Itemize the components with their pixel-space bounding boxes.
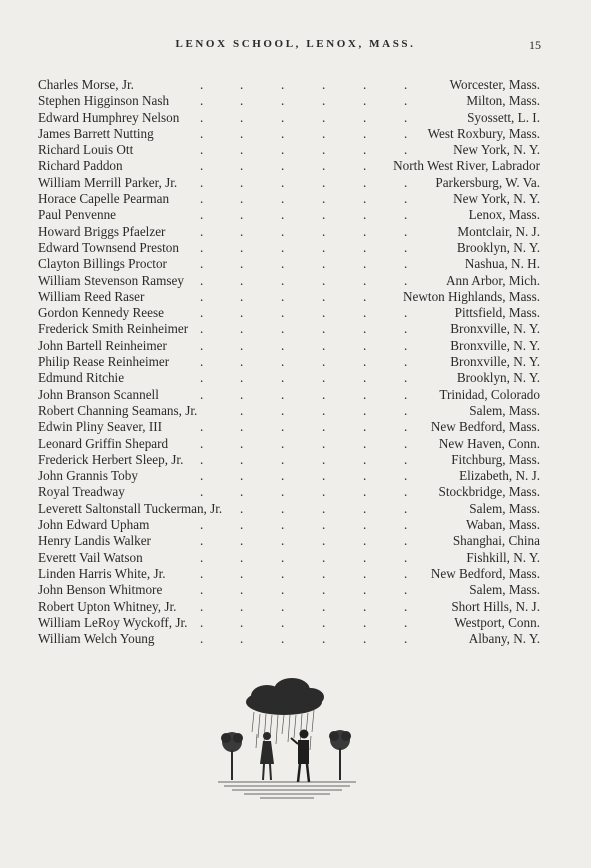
student-hometown: Fitchburg, Mass. (448, 452, 540, 468)
roster-row: . . . . . . Stephen Higginson Nash Milton, Mass. (38, 93, 540, 109)
roster-row: . . . . . . William LeRoy Wyckoff, Jr. Westport, Conn. (38, 614, 540, 630)
student-hometown: New Bedford, Mass. (428, 566, 540, 582)
student-name: Clayton Billings Proctor (38, 256, 167, 272)
roster-row: . . . . . . John Benson Whitmore Salem, Mass. (38, 582, 540, 598)
student-name: John Bartell Reinheimer (38, 337, 167, 353)
student-hometown: Albany, N. Y. (466, 631, 540, 647)
page-number: 15 (529, 38, 541, 52)
student-hometown: Worcester, Mass. (447, 77, 540, 93)
student-hometown: Salem, Mass. (466, 403, 540, 419)
roster-row: . . . . . . John Bartell Reinheimer Bronxville, N. Y. (38, 337, 540, 353)
student-hometown: Short Hills, N. J. (448, 599, 540, 615)
roster-row: . . . . . . Howard Briggs Pfaelzer Montclair, N. J. (38, 223, 540, 239)
student-hometown: Lenox, Mass. (466, 207, 540, 223)
student-hometown: Stockbridge, Mass. (436, 484, 540, 500)
running-head-title: LENOX SCHOOL, LENOX, MASS. (175, 38, 416, 50)
student-hometown: Waban, Mass. (463, 517, 540, 533)
student-name: William Merrill Parker, Jr. (38, 174, 178, 190)
student-hometown: North West River, Labrador (390, 158, 540, 174)
student-name: John Edward Upham (38, 517, 150, 533)
roster-row: . . . . . . Frederick Herbert Sleep, Jr. Fitchburg, Mass. (38, 451, 540, 467)
student-name: Robert Upton Whitney, Jr. (38, 598, 177, 614)
roster-row: . . . . . . Edmund Ritchie Brooklyn, N. Y. (38, 370, 540, 386)
roster-row: . . . . . . Charles Morse, Jr. Worcester, Mass. (38, 77, 540, 92)
student-name: William Reed Raser (38, 288, 145, 304)
roster-row: . . . . . . Everett Vail Watson Fishkill, N. Y. (38, 549, 540, 565)
student-name: William Stevenson Ramsey (38, 272, 184, 288)
roster-row: . . . . . . John Grannis Toby Elizabeth, N. J. (38, 468, 540, 484)
student-hometown: New Haven, Conn. (436, 436, 540, 452)
roster-row: . . . . . . John Branson Scannell Trinidad, Colorado (38, 386, 540, 402)
student-name: Edmund Ritchie (38, 370, 125, 386)
student-hometown: Bronxville, N. Y. (447, 338, 540, 354)
student-name: Robert Channing Seamans, Jr. (38, 402, 198, 418)
student-name: Linden Harris White, Jr. (38, 565, 166, 581)
student-name: Richard Louis Ott (38, 142, 134, 158)
student-name: Everett Vail Watson (38, 549, 143, 565)
roster-row: . . . . . . Henry Landis Walker Shanghai, China (38, 533, 540, 549)
student-hometown: Trinidad, Colorado (436, 387, 540, 403)
roster-row: . . . . . . James Barrett Nutting West Roxbury, Mass. (38, 125, 540, 141)
student-hometown: Bronxville, N. Y. (447, 321, 540, 337)
roster-row: . . . . . . Frederick Smith Reinheimer Bronxville, N. Y. (38, 321, 540, 337)
student-name: Frederick Smith Reinheimer (38, 321, 189, 337)
student-name: Henry Landis Walker (38, 533, 151, 549)
roster-row: . . . . . Richard Paddon North West River, Labrador (38, 158, 540, 174)
roster-row: . . . . . . Edward Townsend Preston Brooklyn, N. Y. (38, 239, 540, 255)
student-hometown: Pittsfield, Mass. (452, 305, 540, 321)
roster-row: . . . . . . John Edward Upham Waban, Mass. (38, 517, 540, 533)
student-name: Philip Rease Reinheimer (38, 354, 170, 370)
student-hometown: New York, N. Y. (450, 191, 540, 207)
roster-row: . . . . . . William Merrill Parker, Jr. Parkersburg, W. Va. (38, 174, 540, 190)
student-name: John Branson Scannell (38, 386, 159, 402)
student-hometown: Brooklyn, N. Y. (454, 240, 540, 256)
roster-row: . . . . . . Richard Louis Ott New York, N. Y. (38, 142, 540, 158)
student-name: Stephen Higginson Nash (38, 93, 170, 109)
roster-row: . . . . . . Philip Rease Reinheimer Bronxville, N. Y. (38, 354, 540, 370)
roster-row: . . . . . Robert Channing Seamans, Jr. Salem, Mass. (38, 402, 540, 418)
roster-row: . . . . . . Robert Upton Whitney, Jr. Short Hills, N. J. (38, 598, 540, 614)
roster-row: . . . . . . Gordon Kennedy Reese Pittsfield, Mass. (38, 305, 540, 321)
student-name: William LeRoy Wyckoff, Jr. (38, 614, 188, 630)
student-hometown: Fishkill, N. Y. (463, 550, 540, 566)
student-name: Royal Treadway (38, 484, 125, 500)
student-hometown: Milton, Mass. (463, 93, 540, 109)
student-hometown: Salem, Mass. (466, 501, 540, 517)
student-name: Charles Morse, Jr. (38, 77, 134, 92)
student-hometown: Westport, Conn. (451, 615, 540, 631)
roster-row: . . . . . . Linden Harris White, Jr. New Bedford, Mass. (38, 565, 540, 581)
student-hometown: Salem, Mass. (466, 582, 540, 598)
student-hometown: New York, N. Y. (450, 142, 540, 158)
roster-row: . . . . . . Edwin Pliny Seaver, III New Bedford, Mass. (38, 419, 540, 435)
student-name: James Barrett Nutting (38, 125, 154, 141)
student-name: Horace Capelle Pearman (38, 191, 170, 207)
rain-cloud-couple-vignette (212, 672, 362, 814)
student-name: Frederick Herbert Sleep, Jr. (38, 451, 184, 467)
student-name: Edward Townsend Preston (38, 239, 179, 255)
student-hometown: Montclair, N. J. (454, 224, 540, 240)
student-hometown: West Roxbury, Mass. (425, 126, 540, 142)
student-hometown: Brooklyn, N. Y. (454, 370, 540, 386)
student-hometown: Newton Highlands, Mass. (400, 289, 540, 305)
student-name: Leverett Saltonstall Tuckerman, Jr. (38, 500, 223, 516)
student-hometown: Syossett, L. I. (464, 110, 540, 126)
student-name: John Grannis Toby (38, 468, 138, 484)
student-name: William Welch Young (38, 631, 155, 647)
student-hometown: Elizabeth, N. J. (456, 468, 540, 484)
student-hometown: Ann Arbor, Mich. (443, 273, 540, 289)
student-hometown: Parkersburg, W. Va. (432, 175, 540, 191)
student-name: John Benson Whitmore (38, 582, 163, 598)
roster-row: . . . . . . William Stevenson Ramsey Ann Arbor, Mich. (38, 272, 540, 288)
student-hometown: Bronxville, N. Y. (447, 354, 540, 370)
student-name: Howard Briggs Pfaelzer (38, 223, 166, 239)
roster-row: . . . . . . Leonard Griffin Shepard New Haven, Conn. (38, 435, 540, 451)
roster-row: . . . . . . Edward Humphrey Nelson Syossett, L. I. (38, 109, 540, 125)
student-hometown: Nashua, N. H. (462, 256, 540, 272)
roster-row: . . . . . . Paul Penvenne Lenox, Mass. (38, 207, 540, 223)
roster-row: . . . . . . Royal Treadway Stockbridge, Mass. (38, 484, 540, 500)
roster-row: . . . . . . Clayton Billings Proctor Nashua, N. H. (38, 256, 540, 272)
running-header (0, 38, 591, 54)
roster-row: . . . . . . William Welch Young Albany, N. Y. (38, 631, 540, 647)
student-name: Gordon Kennedy Reese (38, 305, 164, 321)
student-name: Leonard Griffin Shepard (38, 435, 169, 451)
roster-row: . . . . . William Reed Raser Newton Highlands, Mass. (38, 288, 540, 304)
student-hometown: New Bedford, Mass. (428, 419, 540, 435)
student-hometown: Shanghai, China (450, 533, 540, 549)
roster-row: . . . . . Leverett Saltonstall Tuckerman, Jr. Salem, Mass. (38, 500, 540, 516)
student-name: Edward Humphrey Nelson (38, 109, 180, 125)
student-name: Edwin Pliny Seaver, III (38, 419, 162, 435)
student-name: Richard Paddon (38, 158, 123, 174)
student-roster (38, 77, 540, 647)
student-name: Paul Penvenne (38, 207, 117, 223)
roster-row: . . . . . . Horace Capelle Pearman New York, N. Y. (38, 191, 540, 207)
